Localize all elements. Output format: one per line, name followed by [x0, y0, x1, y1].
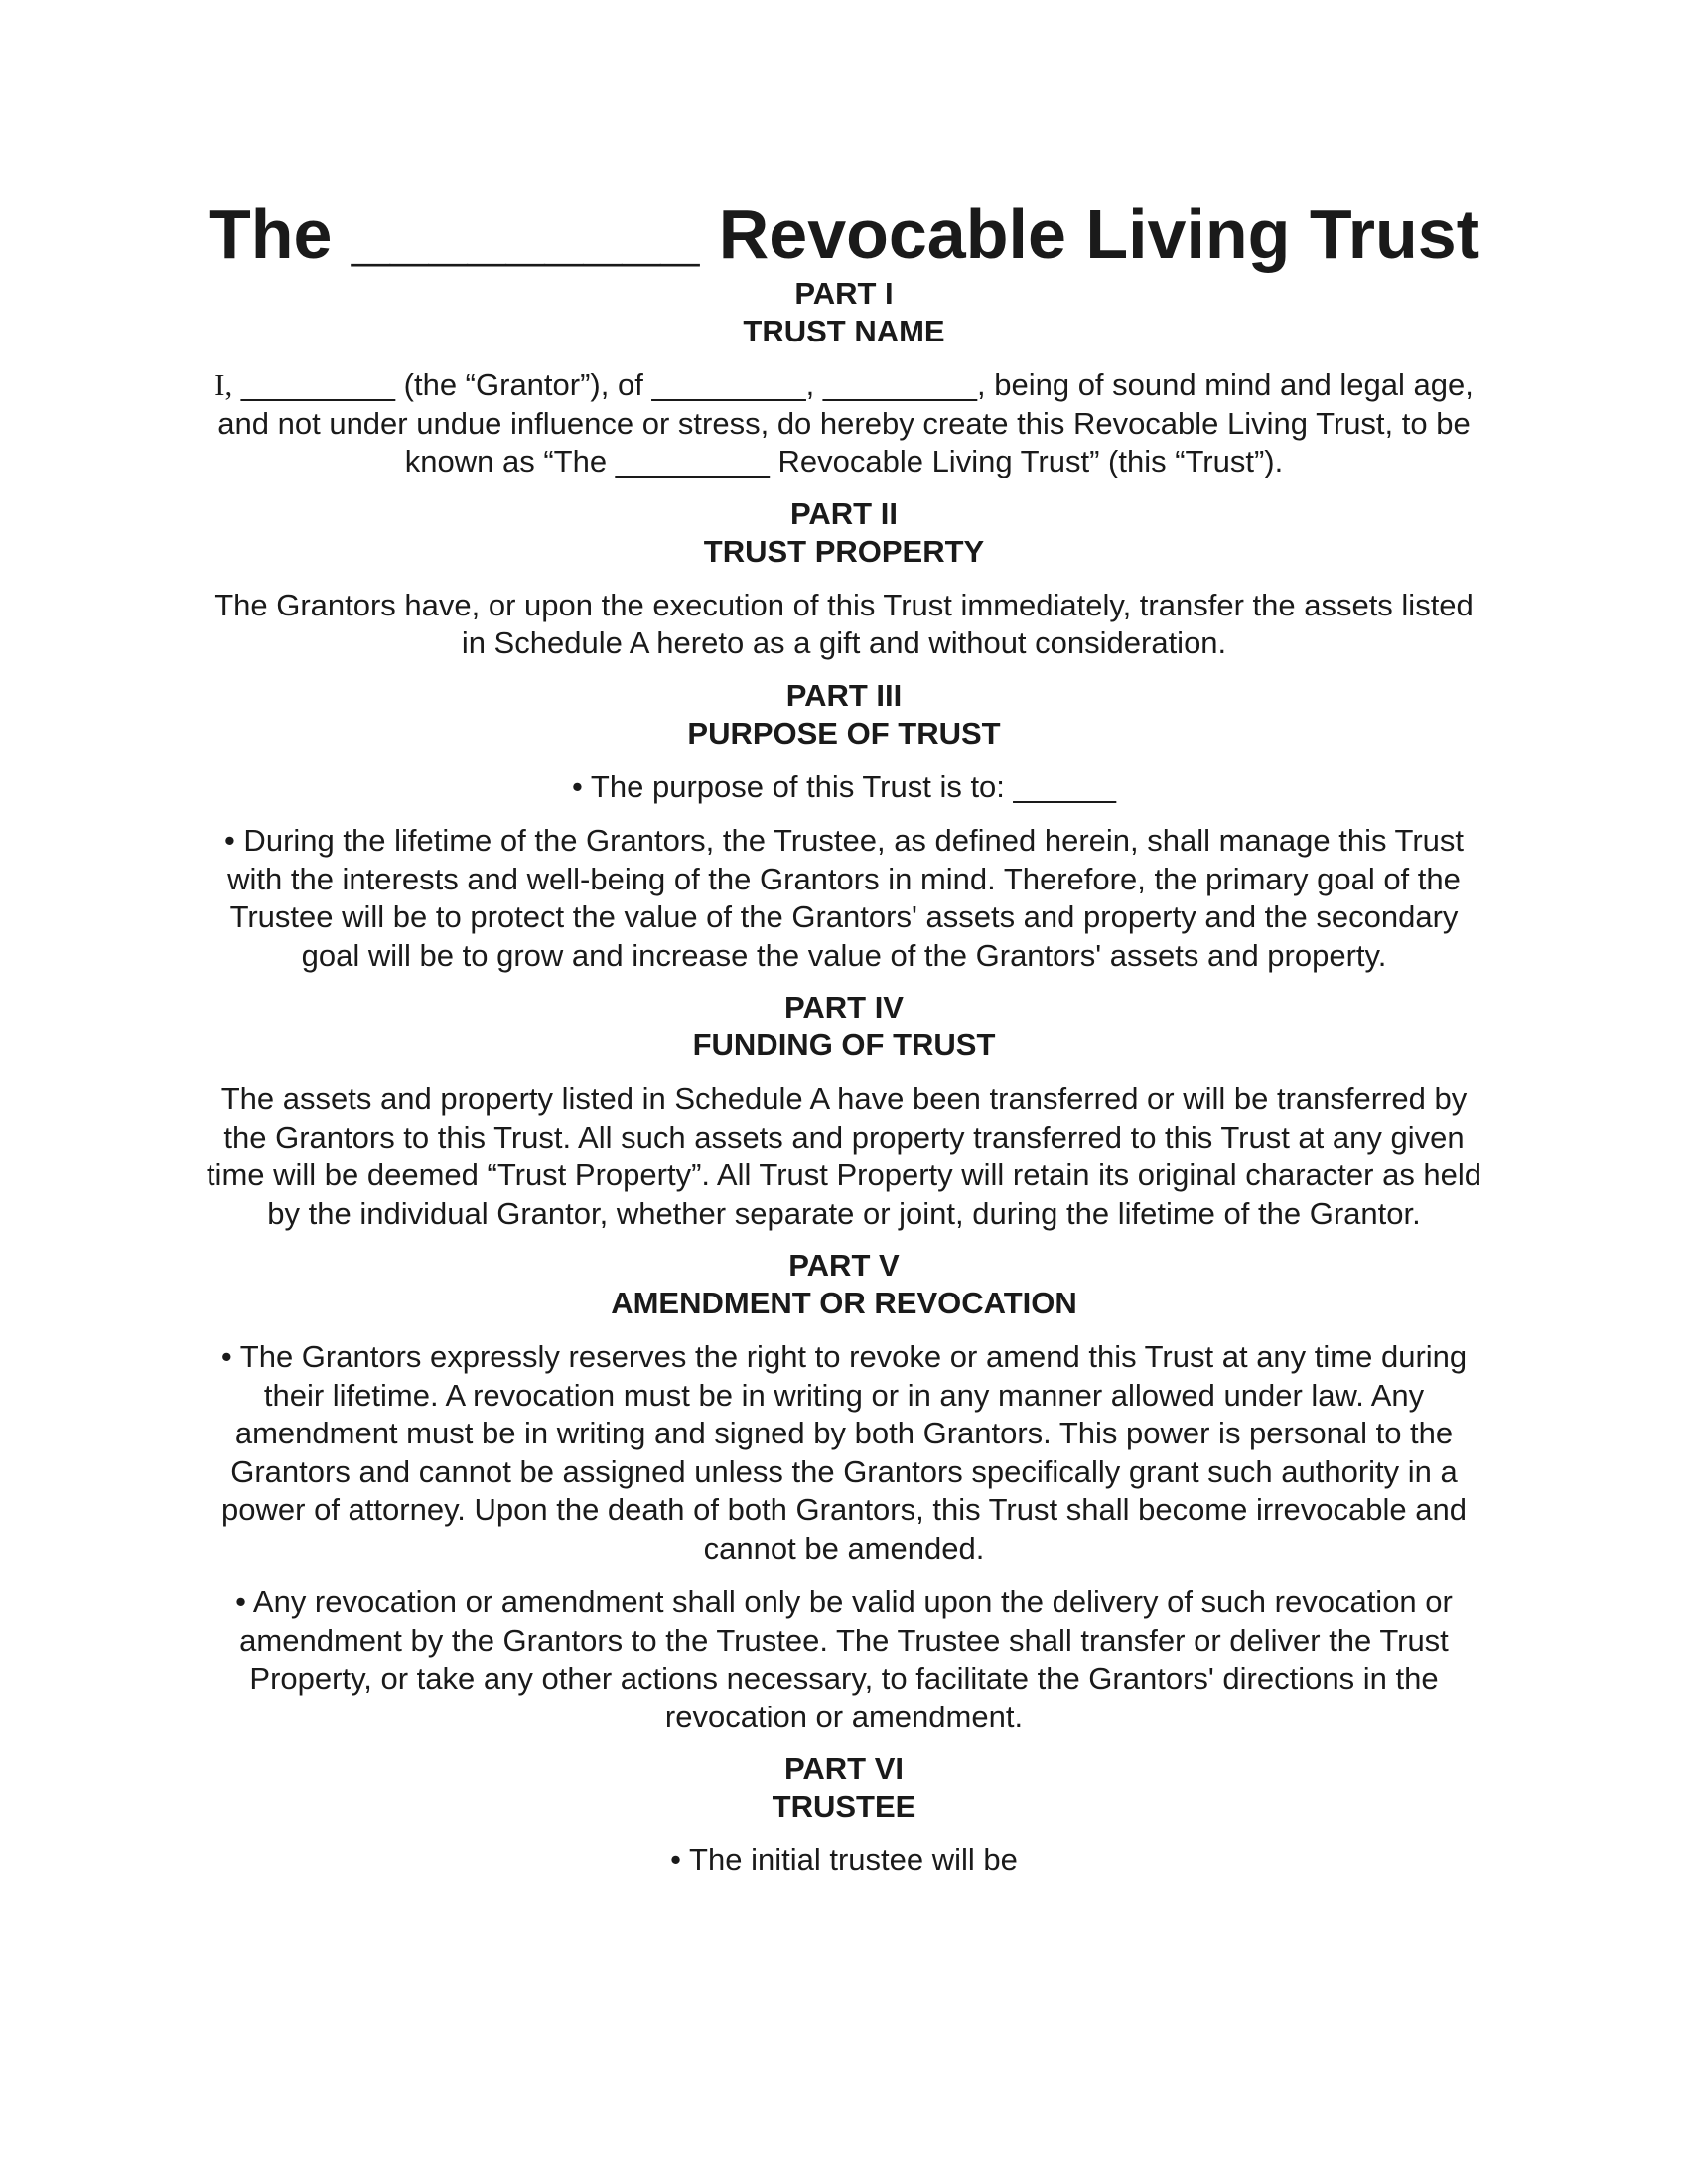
part-title: FUNDING OF TRUST	[692, 1027, 996, 1062]
part-heading	[199, 495, 1489, 571]
part-6-section	[199, 1750, 1489, 1880]
bullet-paragraph: • During the lifetime of the Grantors, the Trustee, as defined herein, shall manage this Trust with the interests and well-being of the Grantors in mind. Therefore, the primary goal of the Trustee will be to protect the value of the Grantors' assets and property and the secondary goal will be to grow and increase the value of the Grantors' assets and property.	[223, 823, 1465, 973]
part-3-section	[199, 677, 1489, 976]
part-heading	[199, 275, 1489, 350]
bullet-paragraph: • The purpose of this Trust is to: ______	[572, 768, 1116, 804]
bullet-paragraph: • The initial trustee will be	[670, 1843, 1018, 1877]
part-1-section	[199, 275, 1489, 481]
part-label: PART II	[790, 495, 898, 531]
part-title: TRUST PROPERTY	[703, 533, 985, 569]
part-heading	[199, 677, 1489, 752]
document-title: The _________ Revocable Living Trust	[208, 196, 1480, 273]
paragraph: The Grantors have, or upon the execution of this Trust immediately, transfer the assets listed in Schedule A hereto as a gift and without consideration.	[214, 587, 1474, 660]
part-heading	[199, 1750, 1489, 1826]
part-label: PART III	[785, 677, 903, 713]
paragraph	[199, 366, 1489, 481]
part-5-section	[199, 1247, 1489, 1736]
bullet-paragraph: • Any revocation or amendment shall only be valid upon the delivery of such revocation or amendment by the Grantors to the Trustee. The Trustee shall transfer or deliver the Trust Property, or take any other actions necessary, to facilitate the Grantors' directions in the revocation or amendment.	[235, 1584, 1453, 1734]
part-title: AMENDMENT OR REVOCATION	[611, 1286, 1077, 1320]
part-4-section	[199, 989, 1489, 1233]
part-label: PART V	[788, 1248, 900, 1283]
bullet-paragraph: • The Grantors expressly reserves the right to revoke or amend this Trust at any time during their lifetime. A revocation must be in writing or in any manner allowed under law. Any amendment must be in writing and signed by both Grantors. This power is personal to the Grantors and cannot be assigned unless the Grantors specifically grant such authority in a power of attorney. Upon the death of both Grantors, this Trust shall become irrevocable and cannot be amended.	[220, 1339, 1468, 1566]
part-heading	[199, 1247, 1489, 1322]
paragraph: The assets and property listed in Schedule A have been transferred or will be transferred by the Grantors to this Trust. All such assets and property transferred to this Trust at any given time will be deemed “Trust Property”. All Trust Property will retain its original character as held by the individual Grantor, whether separate or joint, during the lifetime of the Grantor.	[206, 1081, 1482, 1231]
part-label: PART I	[794, 276, 894, 311]
paragraph-lead: I,	[214, 367, 233, 402]
part-title: TRUST NAME	[743, 314, 945, 348]
part-2-section	[199, 495, 1489, 663]
part-title: TRUSTEE	[772, 1789, 916, 1824]
part-label: PART VI	[784, 1751, 904, 1786]
part-title: PURPOSE OF TRUST	[687, 715, 1001, 751]
part-heading	[199, 989, 1489, 1064]
part-label: PART IV	[784, 990, 904, 1024]
paragraph-text: _________ (the “Grantor”), of _________, _________, being of sound mind and legal age, and not under undue influence or stress, do hereby create this Revocable Living Trust, to be known as “The _________ Revocable Living Trust” (this “Trust”).	[217, 367, 1474, 478]
document-body	[199, 275, 1489, 1894]
